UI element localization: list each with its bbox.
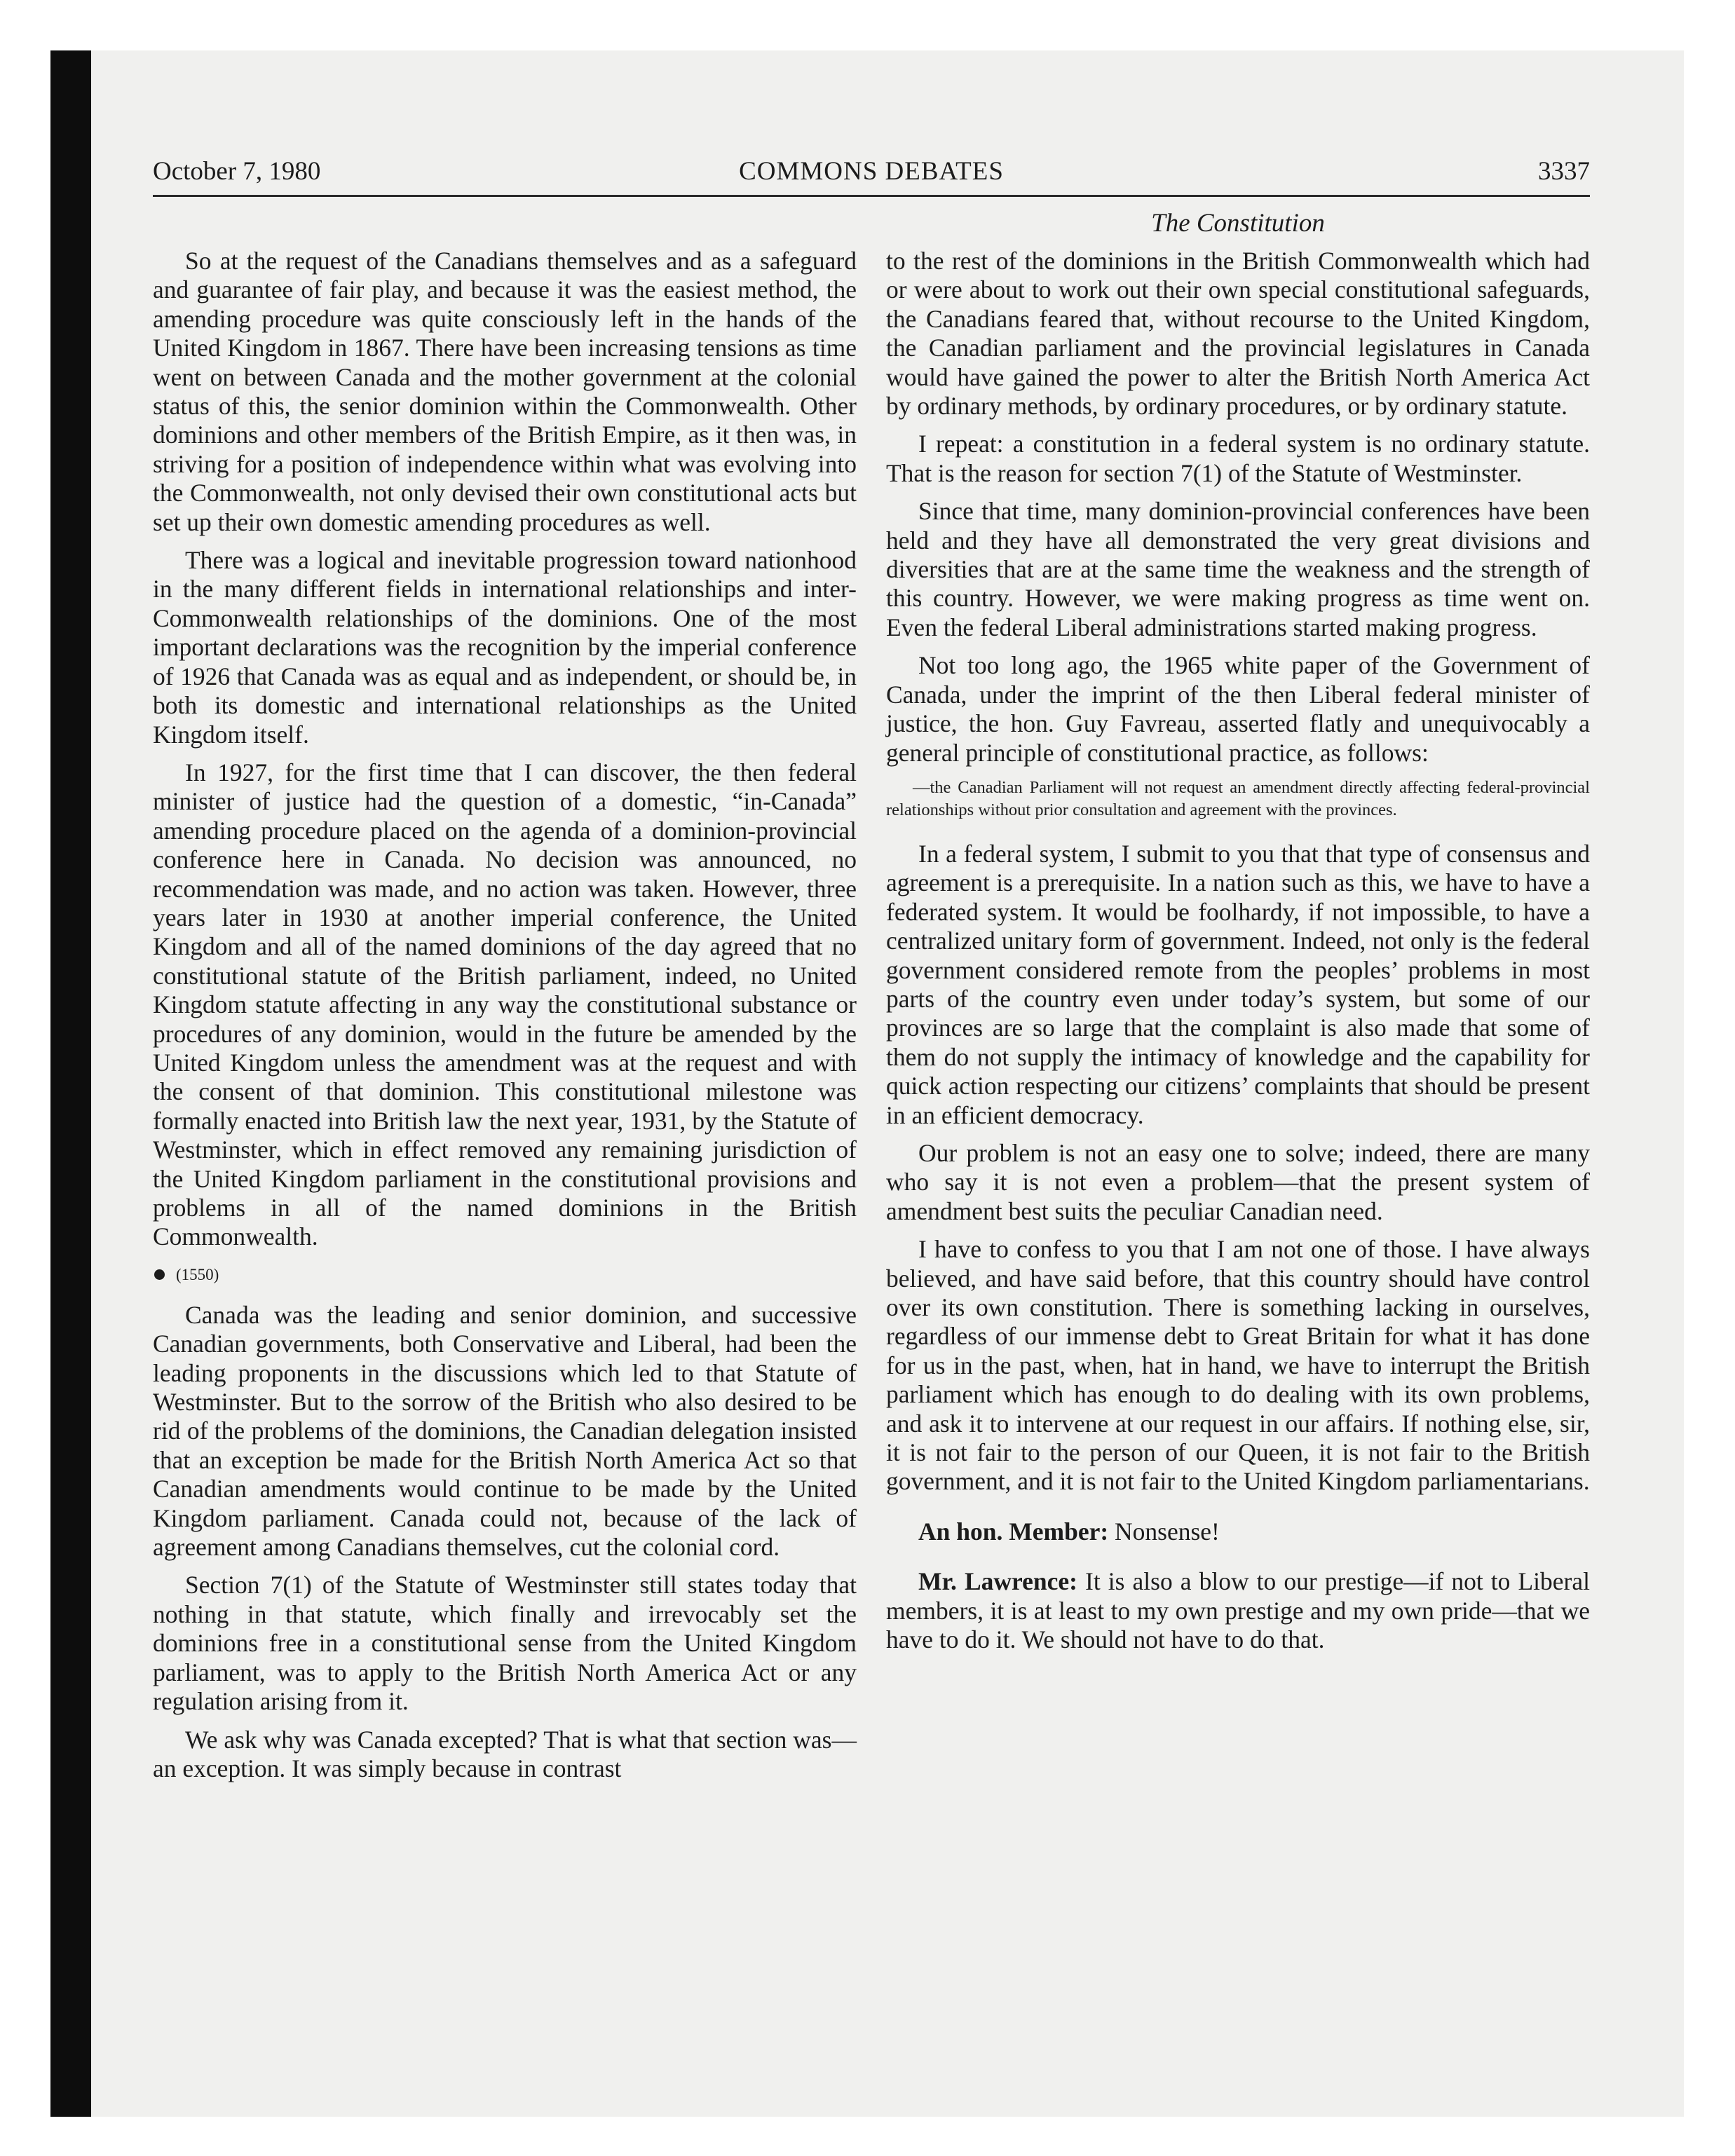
right-column [886, 247, 1590, 1663]
paragraph: Since that time, many dominion-provincial conferences have been held and they have all demonstrated the very great divisions and diversities that are at the same time the weakness and the strength of this country. However, we were making progress as time went on. Even the federal Liberal administrations started making progress. [886, 497, 1590, 641]
paragraph: I repeat: a constitution in a federal system is no ordinary statute. That is the reason for section 7(1) of the Statute of Westminster. [886, 430, 1590, 487]
paragraph: There was a logical and inevitable progression toward nationhood in the many different fields in international relationships and inter-Commonwealth relationships of the dominions. One of the most important declarations was the recognition by the imperial conference of 1926 that Canada was as equal and as independent, or should be, in both its domestic and international relationships as the United Kingdom itself. [153, 546, 857, 749]
header-date: October 7, 1980 [153, 157, 321, 186]
paragraph: Canada was the leading and senior dominion, and successive Canadian governments, both Conservative and Liberal, had been the leading proponents in the discussions which led to that Statute of Westminster. But to the sorrow of the British who also desired to be rid of the problems of the dominions, the Canadian delegation insisted that an exception be made for the British North America Act so that Canadian amendments would continue to be made by the United Kingdom parliament. Canada could not, because of the lack of agreement among Canadians themselves, cut the colonial cord. [153, 1300, 857, 1562]
block-quote: —the Canadian Parliament will not request an amendment directly affecting federal-provincial relationships without prior consultation and agreement with the provinces. [886, 777, 1590, 819]
speech-text: Nonsense! [1108, 1517, 1220, 1546]
time-marker-label: (1550) [176, 1265, 219, 1283]
paragraph: So at the request of the Canadians themselves and as a safeguard and guarantee of fair play, and because it was the easiest method, the amending procedure was quite consciously left in the hands of the United Kingdom in 1867. There have been increasing tensions as time went on between Canada and the mother government at the colonial status of this, the senior dominion within the Commonwealth. Other dominions and other members of the British Empire, as it then was, in striving for a position of independence within what was evolving into the Commonwealth, not only devised their own constitutional acts but set up their own domestic amending procedures as well. [153, 247, 857, 536]
time-marker [153, 1263, 857, 1287]
paragraph: In 1927, for the first time that I can discover, the then federal minister of justice had the question of a domestic, “in-Canada” amending procedure placed on the agenda of a dominion-provincial conference here in Canada. No decision was announced, no recommendation was made, and no action was taken. However, three years later in 1930 at another imperial conference, the United Kingdom and all of the named dominions of the day agreed that no constitutional statute of the British parliament, indeed, no United Kingdom statute affecting in any way the constitutional substance or procedures of any dominion, would in the future be amended by the United Kingdom unless the amendment was at the request and with the consent of that dominion. This constitutional milestone was formally enacted into British law the next year, 1931, by the Statute of Westminster, which in effect removed any remaining jurisdiction of the United Kingdom parliament in the constitutional provisions and problems in all of the named dominions in the British Commonwealth. [153, 758, 857, 1251]
section-title: The Constitution [1151, 209, 1325, 238]
speaker-name: An hon. Member: [918, 1517, 1109, 1546]
left-column [153, 247, 857, 1792]
paragraph: I have to confess to you that I am not one of those. I have always believed, and have said before, that this country should have control over its own constitution. There is something lacking in ourselves, regardless of our immense debt to Great Britain for what it has done for us in the past, when, hat in hand, we have to interrupt the British parliament which has enough to do dealing with its own problems, and ask it to intervene at our request in our affairs. If nothing else, sir, it is not fair to the person of our Queen, it is not fair to the British government, and it is not fair to the United Kingdom parliamentarians. [886, 1235, 1590, 1496]
speaker-name: Mr. Lawrence: [918, 1567, 1077, 1596]
bullet-icon [154, 1269, 165, 1280]
paragraph: Section 7(1) of the Statute of Westminster still states today that nothing in that statute, which finally and irrevocably set the dominions free in a constitutional sense from the United Kingdom parliament, was to apply to the British North America Act or any regulation arising from it. [153, 1571, 857, 1716]
paragraph: to the rest of the dominions in the British Commonwealth which had or were about to work out their own special constitutional safeguards, the Canadians feared that, without recourse to the United Kingdom, the Canadian parliament and the provincial legislatures in Canada would have gained the power to alter the British North America Act by ordinary methods, by ordinary procedures, or by ordinary statute. [886, 247, 1590, 421]
paragraph: In a federal system, I submit to you that that type of consensus and agreement is a prerequisite. In a nation such as this, we have to have a federated system. It would be foolhardy, if not impossible, to have a centralized unitary form of government. Indeed, not only is the federal government considered remote from the peoples’ problems in most parts of the country even under today’s system, but some of our provinces are so large that the complaint is also made that some of them do not supply the intimacy of knowledge and the capability for quick action respecting our citizens’ complaints that should be present in an efficient democracy. [886, 839, 1590, 1129]
page-header [153, 156, 1590, 197]
paragraph: Our problem is not an easy one to solve; indeed, there are many who say it is not even a problem—that the present system of amendment best suits the peculiar Canadian need. [886, 1138, 1590, 1225]
header-page-number: 3337 [1538, 157, 1590, 186]
speech-paragraph [886, 1567, 1590, 1654]
speech-interjection [886, 1517, 1590, 1546]
speech-text: It is also a blow to our prestige—if not to Liberal members, it is at least to my own prestige and my own pride—that we have to do it. We should not have to do that. [886, 1567, 1590, 1654]
header-publication: COMMONS DEBATES [739, 157, 1004, 186]
paragraph: Not too long ago, the 1965 white paper of the Government of Canada, under the imprint of the then Liberal federal minister of justice, the hon. Guy Favreau, asserted flatly and unequivocably a general principle of constitutional practice, as follows: [886, 651, 1590, 767]
paragraph: We ask why was Canada excepted? That is what that section was—an exception. It was simply because in contrast [153, 1725, 857, 1782]
scan-binding-edge [50, 50, 91, 2117]
